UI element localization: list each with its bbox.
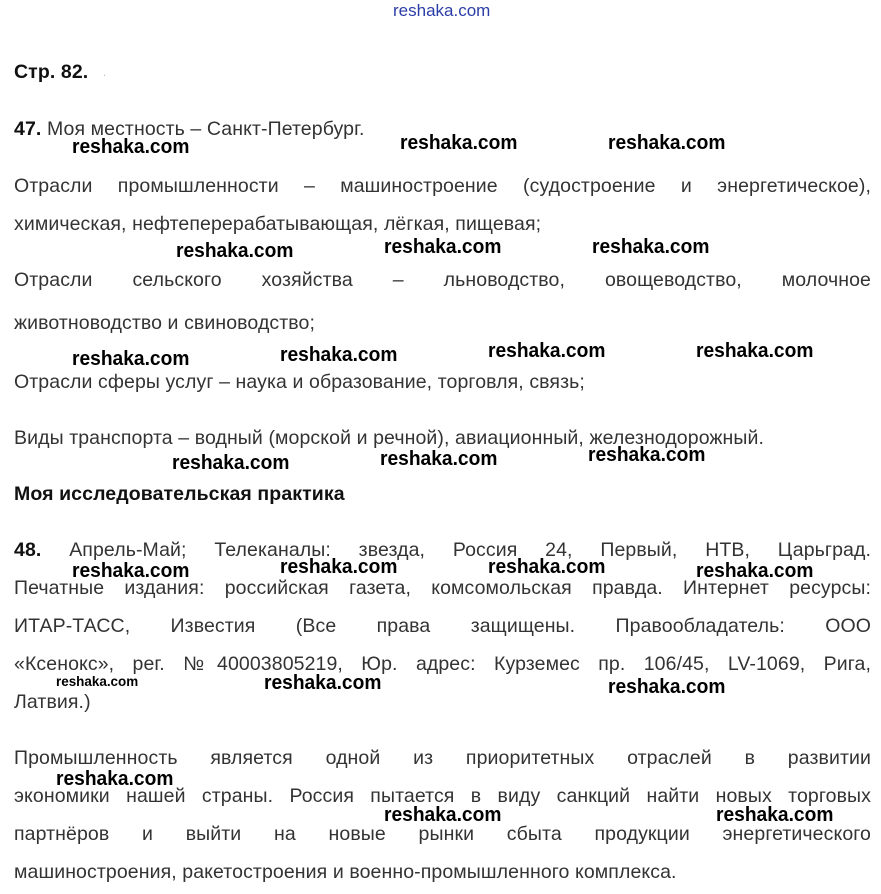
watermark: reshaka.com bbox=[608, 132, 726, 154]
watermark: reshaka.com bbox=[608, 676, 726, 698]
watermark: reshaka.com bbox=[384, 804, 502, 826]
industry-line-1: Отрасли промышленности – машиностроение (судостроение и энергетическое), bbox=[14, 175, 871, 197]
watermark: reshaka.com bbox=[72, 348, 190, 370]
agriculture-line-1: Отрасли сельского хозяйства – льноводство, овощеводство, молочное bbox=[14, 269, 871, 291]
watermark: reshaka.com bbox=[172, 452, 290, 474]
transport-line: Виды транспорта – водный (морской и речной), авиационный, железнодорожный. bbox=[14, 427, 765, 449]
watermark: reshaka.com bbox=[176, 240, 294, 262]
watermark: reshaka.com bbox=[696, 340, 814, 362]
watermark: reshaka.com bbox=[56, 768, 174, 790]
watermark: reshaka.com bbox=[696, 560, 814, 582]
task-47-title-text: Моя местность – Санкт-Петербург. bbox=[41, 118, 365, 140]
research-heading: Моя исследовательская практика bbox=[14, 483, 345, 505]
watermark: reshaka.com bbox=[384, 236, 502, 258]
watermark: reshaka.com bbox=[716, 804, 834, 826]
watermark: reshaka.com bbox=[592, 236, 710, 258]
watermark: reshaka.com bbox=[72, 136, 190, 158]
stray-dot: . bbox=[103, 68, 106, 79]
watermark: reshaka.com bbox=[400, 132, 518, 154]
watermark: reshaka.com bbox=[488, 556, 606, 578]
watermark: reshaka.com bbox=[280, 556, 398, 578]
watermark: reshaka.com bbox=[588, 444, 706, 466]
watermark: reshaka.com bbox=[380, 448, 498, 470]
industry-line-2: химическая, нефтеперерабатывающая, лёгкая, пищевая; bbox=[14, 213, 542, 235]
task-48-para2-line-3: партнёров и выйти на новые рынки сбыта продукции энергетического bbox=[14, 823, 871, 845]
task-48-number: 48. bbox=[14, 539, 42, 561]
watermark: reshaka.com bbox=[56, 673, 139, 689]
task-48-line-5: Латвия.) bbox=[14, 691, 91, 713]
task-48-line-2: Печатные издания: российская газета, комсомольская правда. Интернет ресурсы: bbox=[14, 577, 871, 599]
task-47-number: 47. bbox=[14, 118, 42, 140]
services-line: Отрасли сферы услуг – наука и образование, торговля, связь; bbox=[14, 371, 585, 393]
watermark-top[interactable]: reshaka.com bbox=[393, 1, 491, 20]
task-48-line-1-text: Апрель-Май; Телеканалы: звезда, Россия 24, Первый, НТВ, Царьград. bbox=[41, 539, 871, 561]
watermark: reshaka.com bbox=[72, 560, 190, 582]
task-48-line-3: ИТАР-ТАСС, Известия (Все права защищены. Правообладатель: ООО bbox=[14, 615, 871, 637]
watermark: reshaka.com bbox=[488, 340, 606, 362]
task-48-para2-line-1: Промышленность является одной из приоритетных отраслей в развитии bbox=[14, 747, 871, 769]
task-48-para2-line-4: машиностроения, ракетостроения и военно-промышленного комплекса. bbox=[14, 861, 677, 883]
watermark: reshaka.com bbox=[264, 672, 382, 694]
agriculture-line-2: животноводство и свиноводство; bbox=[14, 312, 316, 334]
page-reference: Стр. 82. bbox=[14, 61, 89, 83]
task-48-line-4: «Ксенокс», рег. №40003805219, Юр. адрес: Курземес пр. 106/45, LV-1069, Рига, bbox=[14, 653, 871, 675]
task-48-line-1 bbox=[14, 538, 871, 562]
watermark: reshaka.com bbox=[280, 344, 398, 366]
task-48-para2-line-2: экономики нашей страны. Россия пытается в виду санкций найти новых торговых bbox=[14, 785, 871, 807]
